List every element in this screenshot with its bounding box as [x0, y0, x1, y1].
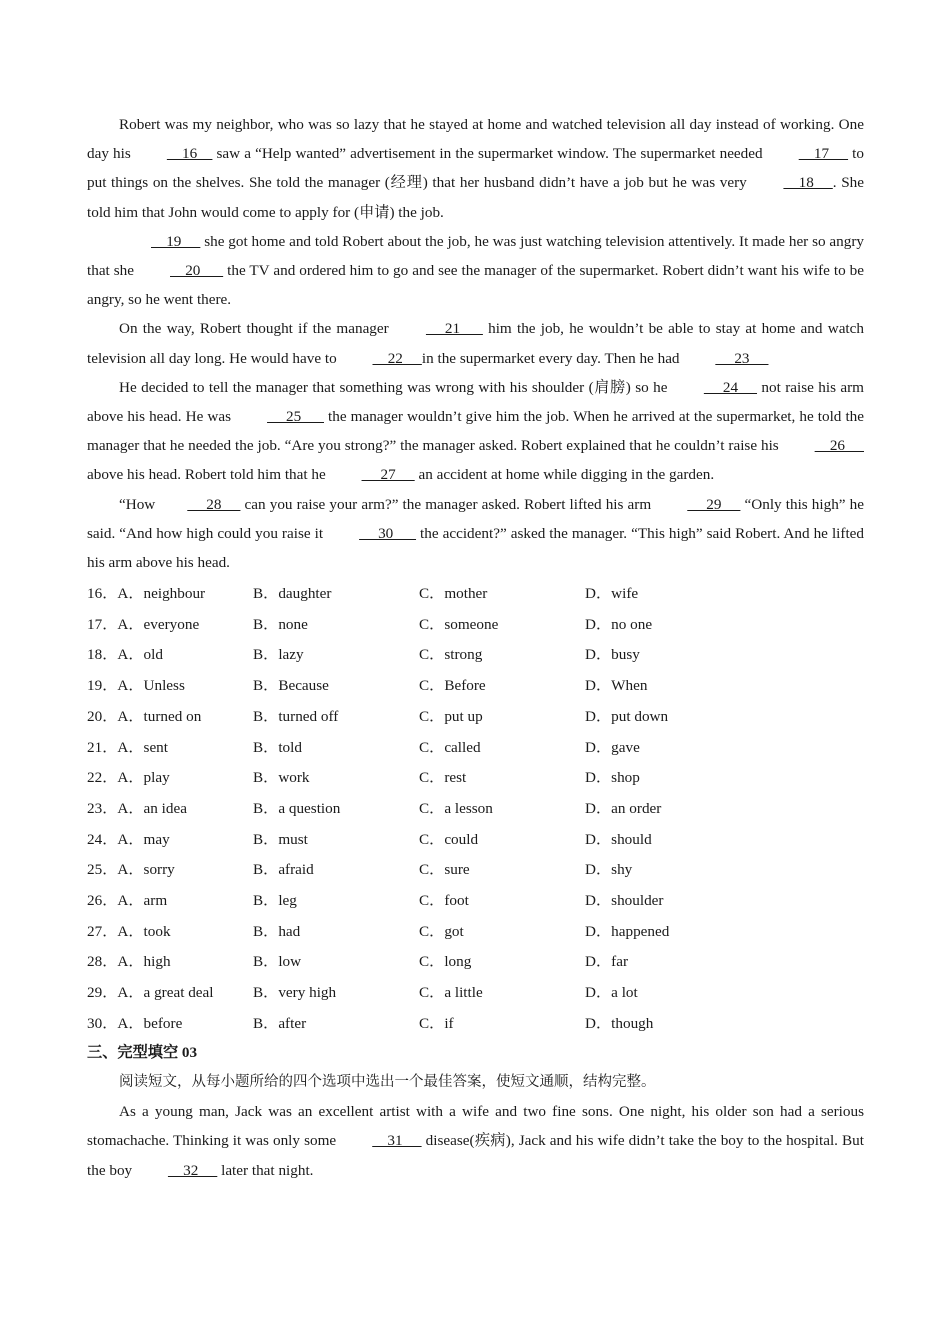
question-number: 22． [87, 769, 118, 787]
question-row-28 [87, 946, 864, 977]
question-number: 25． [87, 861, 118, 879]
question-row-25 [87, 853, 864, 884]
question-number: 28． [87, 953, 118, 971]
passage-paragraph-2 [87, 227, 864, 315]
option-a: A．sent [117, 738, 168, 756]
option-c: C．got [419, 922, 464, 940]
passage-paragraph-3 [87, 314, 864, 372]
question-row-26 [87, 884, 864, 915]
option-c: C．mother [419, 585, 488, 603]
option-d: D．a lot [585, 984, 638, 1002]
option-b: B．lazy [253, 646, 304, 664]
question-row-16 [87, 577, 864, 608]
text-run: can you raise your arm?” the manager asked. Robert lifted his arm [240, 495, 656, 513]
section-title: 三、完型填空 03 [87, 1043, 198, 1061]
option-b: B．had [253, 922, 301, 940]
option-d: D．wife [585, 585, 639, 603]
question-number: 18． [87, 646, 118, 664]
section-instruction [87, 1067, 864, 1097]
option-d: D．When [585, 677, 648, 695]
option-c: C．sure [419, 861, 470, 879]
blank-20: 20 [170, 262, 224, 280]
passage-paragraph-4 [87, 373, 864, 490]
option-c: C．rest [419, 769, 467, 787]
option-d: D．though [585, 1014, 654, 1032]
blank-17: 17 [798, 145, 849, 163]
text-run: an accident at home while digging in the garden. [414, 466, 715, 484]
question-number: 21． [87, 738, 118, 756]
option-b: B．very high [253, 984, 337, 1002]
text-run: she got home and told Robert about the job, he was just watching television attentively. It made her so angry that she [87, 232, 864, 280]
text-run: disease(疾病), Jack and his wife didn’t take the boy to the hospital. But the boy [87, 1132, 864, 1179]
text-run: Robert was my neighbor, who was so lazy that he stayed at home and watched television all day instead of working. One day his [87, 116, 864, 163]
blank-30: 30 [359, 524, 417, 542]
question-row-30 [87, 1007, 864, 1038]
question-row-18 [87, 639, 864, 670]
option-b: B．told [253, 738, 302, 756]
option-d: D．busy [585, 646, 640, 664]
question-row-17 [87, 608, 864, 639]
text-run: not raise his arm above his head. He was [87, 378, 864, 426]
option-a: A．Unless [117, 677, 185, 695]
text-run: the accident?” asked the manager. “This high” said Robert. And he lifted his arm above his head. [87, 524, 864, 572]
text-run: As a young man, Jack was an excellent artist with a wife and two fine sons. One night, his older son had a serious stomachache. Thinking it was only some [87, 1103, 864, 1150]
option-d: D．should [585, 830, 652, 848]
option-a: A．sorry [117, 861, 175, 879]
option-a: A．high [117, 953, 171, 971]
option-d: D．gave [585, 738, 640, 756]
option-c: C．a lesson [419, 799, 493, 817]
question-row-21 [87, 731, 864, 762]
question-number: 17． [87, 615, 118, 633]
blank-28: 28 [187, 495, 241, 513]
blank-31: 31 [372, 1132, 422, 1150]
option-a: A．neighbour [117, 585, 206, 603]
question-row-24 [87, 823, 864, 854]
document-page [87, 110, 864, 1185]
blank-29: 29 [687, 495, 741, 513]
text-run: him the job, he wouldn’t be able to stay at home and watch television all day long. He would have to [87, 320, 864, 367]
option-c: C．foot [419, 891, 469, 909]
blank-22: 22 [372, 349, 422, 367]
blank-23: 23 [715, 349, 769, 367]
option-d: D．shy [585, 861, 633, 879]
option-b: B．afraid [253, 861, 314, 879]
option-a: A．a great deal [117, 984, 214, 1002]
option-d: D．far [585, 953, 629, 971]
option-b: B．a question [253, 799, 341, 817]
blank-21: 21 [425, 320, 483, 338]
option-c: C．called [419, 738, 481, 756]
question-row-19 [87, 669, 864, 700]
option-b: B．Because [253, 677, 329, 695]
blank-25: 25 [267, 408, 324, 426]
option-a: A．play [117, 769, 170, 787]
option-b: B．leg [253, 891, 297, 909]
option-d: D．put down [585, 707, 669, 725]
option-c: C．Before [419, 677, 486, 695]
blank-32: 32 [167, 1161, 218, 1179]
option-a: A．everyone [117, 615, 200, 633]
option-d: D．no one [585, 615, 653, 633]
text-run: “Only this high” he said. “And how high could you raise it [87, 495, 864, 542]
option-d: D．an order [585, 799, 662, 817]
option-d: D．shop [585, 769, 640, 787]
blank-27: 27 [361, 466, 415, 484]
instruction-text: 阅读短文，从每小题所给的四个选项中选出一个最佳答案，使短文通顺，结构完整。 [119, 1074, 656, 1091]
option-b: B．turned off [253, 707, 339, 725]
question-row-20 [87, 700, 864, 731]
text-run: the TV and ordered him to go and see the manager of the supermarket. Robert didn’t want his wife to be angry, so he went there. [87, 262, 864, 309]
question-number: 19． [87, 677, 118, 695]
option-c: C．put up [419, 707, 483, 725]
text-run: to put things on the shelves. She told the manager (经理) that her husband didn’t have a job but he was very [87, 145, 864, 192]
question-row-23 [87, 792, 864, 823]
options-list [87, 577, 864, 1037]
question-row-22 [87, 761, 864, 792]
text-run: later that night. [217, 1161, 314, 1179]
blank-26: 26 [814, 437, 864, 455]
question-number: 26． [87, 891, 118, 909]
question-number: 16． [87, 585, 118, 603]
text-run: He decided to tell the manager that something was wrong with his shoulder (肩膀) so he [119, 378, 672, 396]
blank-16: 16 [166, 145, 213, 163]
option-a: A．may [117, 830, 170, 848]
text-run: “How [119, 495, 156, 513]
question-number: 27． [87, 922, 118, 940]
question-number: 20． [87, 707, 118, 725]
text-run: in the supermarket every day. Then he had [421, 349, 684, 367]
option-b: B．work [253, 769, 310, 787]
option-b: B．low [253, 953, 302, 971]
question-number: 23． [87, 799, 118, 817]
option-b: B．none [253, 615, 308, 633]
option-c: C．a little [419, 984, 483, 1002]
question-number: 29． [87, 984, 118, 1002]
text-run: . She told him that John would come to apply for (申请) the job. [87, 174, 864, 221]
text-run: On the way, Robert thought if the manager [119, 320, 394, 338]
passage2-paragraph-1 [87, 1097, 864, 1185]
option-c: C．if [419, 1014, 454, 1032]
option-c: C．someone [419, 615, 499, 633]
option-c: C．long [419, 953, 472, 971]
text-run: saw a “Help wanted” advertisement in the supermarket window. The supermarket needed [212, 145, 767, 163]
question-row-27 [87, 915, 864, 946]
passage-paragraph-5 [87, 490, 864, 578]
option-b: B．daughter [253, 585, 332, 603]
option-b: B．must [253, 830, 308, 848]
option-c: C．could [419, 830, 479, 848]
blank-24: 24 [703, 378, 758, 396]
option-a: A．turned on [117, 707, 202, 725]
option-a: A．took [117, 922, 171, 940]
option-d: D．shoulder [585, 891, 664, 909]
question-row-29 [87, 976, 864, 1007]
option-c: C．strong [419, 646, 483, 664]
option-a: A．old [117, 646, 163, 664]
passage-paragraph-1 [87, 110, 864, 227]
option-a: A．arm [117, 891, 168, 909]
text-run: the manager wouldn’t give him the job. When he arrived at the supermarket, he told the manager that he needed the job. “Are you strong?” the manager asked. Robert explained that he couldn’t raise his [87, 408, 864, 455]
blank-19: 19 [151, 232, 201, 250]
blank-18: 18 [783, 174, 833, 192]
question-number: 24． [87, 830, 118, 848]
option-a: A．an idea [117, 799, 187, 817]
option-a: A．before [117, 1014, 183, 1032]
question-number: 30． [87, 1014, 118, 1032]
text-run: above his head. Robert told him that he [87, 466, 330, 484]
option-b: B．after [253, 1014, 307, 1032]
option-d: D．happened [585, 922, 670, 940]
